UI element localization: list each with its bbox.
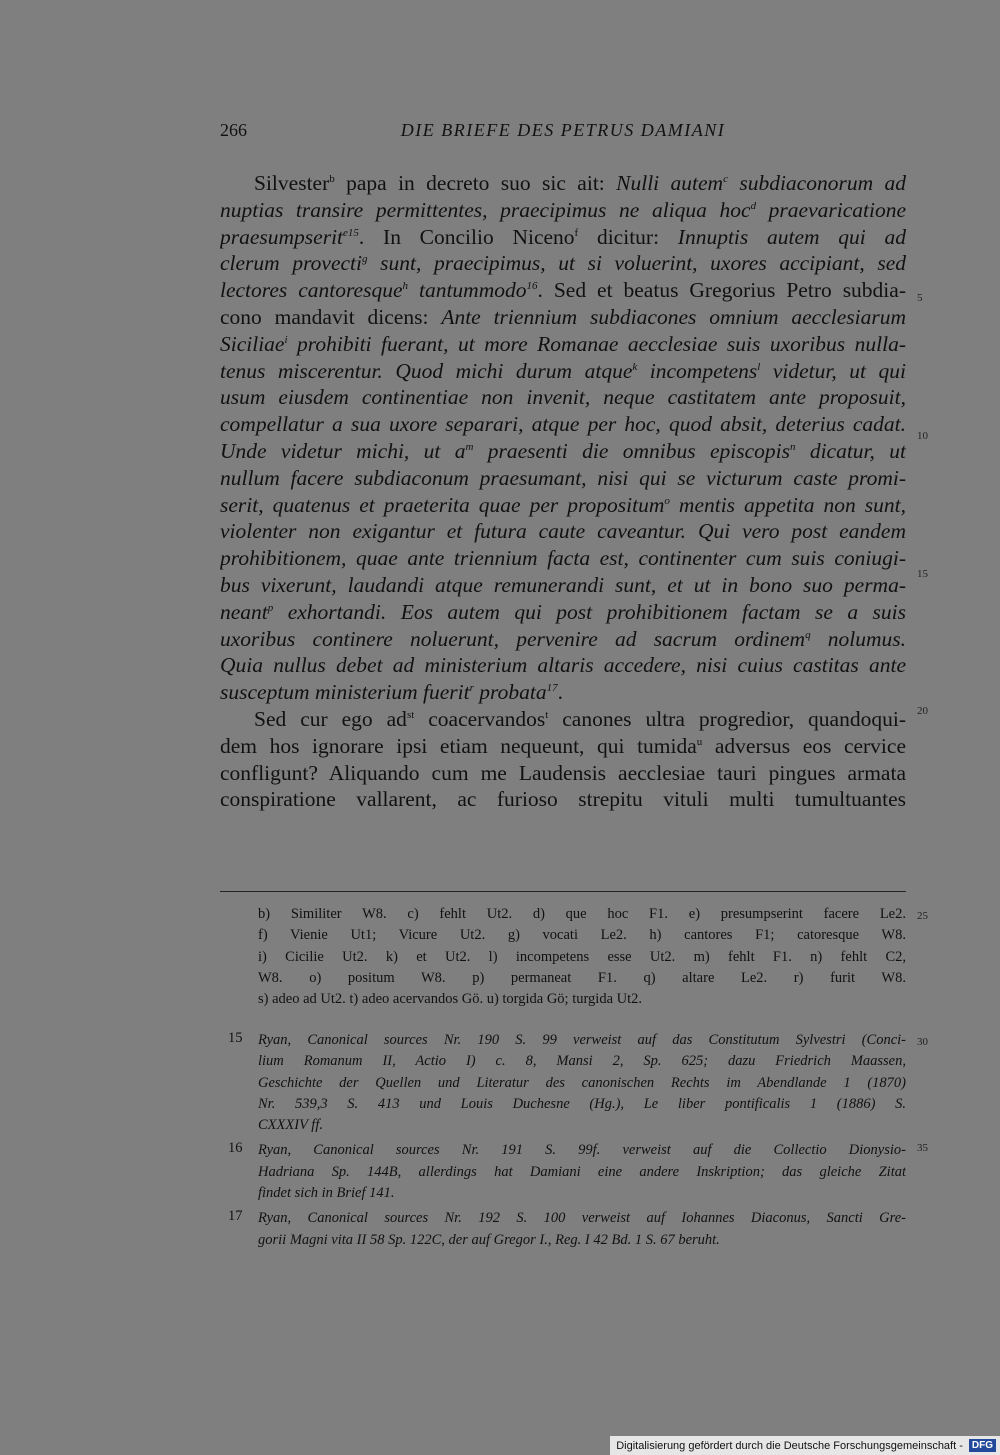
footnote-divider	[220, 891, 906, 892]
footnote-17	[228, 1208, 906, 1251]
footnote-line: lium Romanum II, Actio I) c. 8, Mansi 2, Sp. 625; dazu Friedrich Maassen,	[258, 1053, 906, 1070]
text-line: bus vixerunt, laudandi atque remunerandi sunt, et ut in bono suo perma-	[220, 572, 906, 597]
text-line: Unde videtur michi, ut $a^m$ praesenti die omnibus episcopis$^n$ dicatur, ut	[220, 438, 906, 463]
footnote-line: Ryan, Canonical sources Nr. 190 S. 99 verweist auf das Constitutum Sylvestri (Conci-	[258, 1032, 906, 1048]
apparatus-line: b) Similiter W8. c) fehlt Ut2. d) que hoc F1. e) presumpserint facere Le2.	[258, 906, 906, 922]
apparatus-line: s) adeo ad Ut2. t) adeo acervandos Gö. u) torgida Gö; turgida Ut2.	[258, 991, 643, 1008]
text-line: serit, quatenus et praeterita quae per propositum$^o$ mentis appetita non sunt,	[220, 492, 906, 517]
line-number-35: 35	[917, 1142, 928, 1154]
line-number-10: 10	[917, 430, 928, 442]
footnote-16	[228, 1140, 906, 1204]
line-number-15: 15	[917, 568, 928, 580]
text-line: compellatur a sua uxore separari, atque per hoc, quod absit, deterius cadat.	[220, 412, 906, 437]
text-line: prohibitionem, quae ante triennium facta est, continenter cum suis coniugi-	[220, 546, 906, 571]
footnote-line: Geschichte der Quellen und Literatur des canonischen Rechts im Abendlande 1 (1870)	[258, 1074, 906, 1091]
dfg-logo: DFG	[969, 1439, 996, 1452]
text-line: Sed cur ego $ad^{st}$ coacervandos$^t$ canones ultra progredior, quandoqui-	[254, 706, 906, 731]
text-line: conspiratione vallarent, ac furioso strepitu vituli multi tumultuantes	[220, 787, 906, 812]
text-line: praesumpserit$^{e15}$. In Concilio Niceno$^f$ dicitur: Innuptis autem qui ad	[220, 224, 906, 249]
page-number: 266	[220, 120, 247, 140]
footnote-number: 17	[228, 1208, 243, 1225]
text-line: Silvester$^b$ papa in decreto suo sic ait: Nulli autem$^c$ subdiaconorum ad	[254, 171, 906, 195]
footnote-line: findet sich in Brief 141.	[258, 1185, 395, 1202]
text-line: uxoribus continere noluerunt, pervenire ad sacrum ordinem$^q$ nolumus.	[220, 626, 906, 651]
running-title: DIE BRIEFE DES PETRUS DAMIANI	[400, 120, 726, 140]
text-line: violenter non exigantur et futura caute caveantur. Qui vero post eandem	[220, 519, 906, 544]
footnote-line: Ryan, Canonical sources Nr. 191 S. 99f. verweist auf die Collectio Dionysio-	[258, 1142, 906, 1159]
apparatus-line: W8. o) positum W8. p) permaneat F1. q) altare Le2. r) furit W8.	[258, 969, 906, 986]
text-line: neant$^p$ exhortandi. Eos autem qui post prohibitionem factam se a suis	[220, 599, 906, 624]
text-line: dem hos ignorare ipsi etiam nequeunt, qui tumida$^u$ adversus eos cervice	[220, 733, 906, 758]
text-line: nullum facere subdiaconum praesumant, nisi qui se victurum caste promi-	[220, 465, 906, 490]
text-line: susceptum ministerium fuerit$^r$ probata$^{17}$.	[220, 680, 563, 705]
apparatus-line: i) Cicilie Ut2. k) et Ut2. l) incompetens esse Ut2. m) fehlt F1. n) fehlt C2,	[258, 948, 906, 965]
footnotes	[228, 1030, 906, 1251]
footnote-line: Nr. 539,3 S. 413 und Louis Duchesne (Hg.), Le liber pontificalis 1 (1886) S.	[258, 1095, 906, 1112]
text-line: usum eiusdem continentiae non invenit, neque castitatem ante proposuit,	[220, 385, 906, 410]
text-line: confligunt? Aliquando cum me Laudensis aecclesiae tauri pingues armata	[220, 760, 906, 785]
footnote-15	[228, 1030, 906, 1136]
text-line: tenus miscerentur. Quod michi durum atque$^k$ incompetens$^l$ videtur, ut qui	[220, 358, 906, 383]
funding-banner[interactable]	[610, 1436, 1000, 1455]
funding-text: Digitalisierung gefördert durch die Deutsche Forschungsgemeinschaft -	[616, 1439, 963, 1452]
footnote-line: Ryan, Canonical sources Nr. 192 S. 100 verweist auf Iohannes Diaconus, Sancti Gre-	[258, 1210, 906, 1227]
footnote-line: Hadriana Sp. 144B, allerdings hat Damiani eine andere Inskription; das gleiche Zitat	[258, 1163, 906, 1180]
text-line: Siciliae$^i$ prohibiti fuerant, ut more Romanae aecclesiae suis uxoribus nulla-	[220, 331, 906, 356]
main-text	[220, 170, 906, 813]
footnote-number: 16	[228, 1140, 243, 1157]
line-number-5: 5	[917, 292, 923, 304]
line-number-25: 25	[917, 910, 928, 922]
text-line: clerum provecti$^g$ sunt, praecipimus, ut si voluerint, uxores accipiant, sed	[220, 251, 906, 276]
line-number-20: 20	[917, 705, 928, 717]
text-line: cono mandavit dicens: Ante triennium subdiacones omnium aecclesiarum	[220, 304, 906, 329]
apparatus-line: f) Vienie Ut1; Vicure Ut2. g) vocati Le2. h) cantores F1; catoresque W8.	[258, 927, 906, 944]
footnote-number: 15	[228, 1030, 243, 1046]
text-line: nuptias transire permittentes, praecipimus ne aliqua hoc$^d$ praevaricatione	[220, 197, 906, 222]
text-line: lectores cantoresque$^h$ tantummodo$^{16}$. Sed et beatus Gregorius Petro subdia-	[220, 278, 906, 303]
text-line: Quia nullus debet ad ministerium altaris accedere, nisi cuius castitas ante	[220, 653, 906, 678]
footnote-line: CXXXIV ff.	[258, 1117, 323, 1134]
line-number-30: 30	[917, 1036, 928, 1048]
critical-apparatus	[258, 904, 906, 1010]
footnote-line: gorii Magni vita II 58 Sp. 122C, der auf Gregor I., Reg. I 42 Bd. 1 S. 67 beruht.	[258, 1231, 720, 1248]
